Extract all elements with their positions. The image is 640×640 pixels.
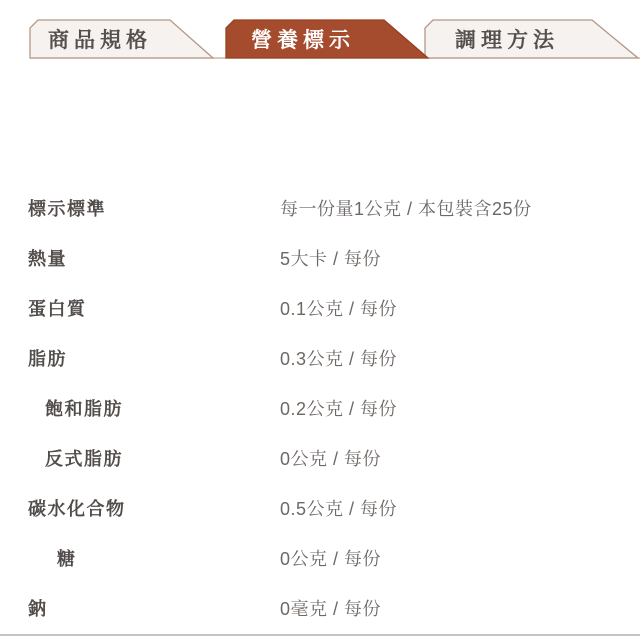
- nutrient-label: 糖: [57, 549, 77, 569]
- nutrition-table: [0, 183, 640, 633]
- nutrient-label: 碳水化合物: [28, 499, 126, 519]
- tab-cooking-method[interactable]: [425, 20, 638, 58]
- tab-product-spec[interactable]: [30, 20, 213, 58]
- nutrient-value: 0公克 / 每份: [280, 449, 382, 469]
- bottom-divider: [0, 634, 640, 636]
- nutrient-label: 反式脂肪: [45, 449, 123, 469]
- nutrition-row: [0, 383, 640, 433]
- nutrition-row: [0, 183, 640, 233]
- nutrient-label: 熱量: [28, 249, 67, 269]
- nutrient-value: 0毫克 / 每份: [280, 599, 382, 619]
- nutrient-label: 標示標準: [28, 199, 106, 219]
- nutrition-row: [0, 583, 640, 633]
- nutrient-value: 0.2公克 / 每份: [280, 399, 398, 419]
- tab-nutrition-label-label: 營養標示: [251, 29, 355, 52]
- nutrient-label: 飽和脂肪: [45, 399, 123, 419]
- nutrition-row: [0, 433, 640, 483]
- nutrition-row: [0, 283, 640, 333]
- nutrition-row: [0, 333, 640, 383]
- nutrient-value: 5大卡 / 每份: [280, 249, 382, 269]
- nutrition-row: [0, 233, 640, 283]
- tab-strip: [0, 16, 640, 62]
- nutrient-value: 0.3公克 / 每份: [280, 349, 398, 369]
- nutrient-value: 0.5公克 / 每份: [280, 499, 398, 519]
- nutrient-label: 脂肪: [28, 349, 67, 369]
- nutrient-label: 蛋白質: [28, 299, 87, 319]
- nutrient-value: 0.1公克 / 每份: [280, 299, 398, 319]
- tab-nutrition-label[interactable]: [226, 20, 428, 58]
- tab-cooking-method-label: 調理方法: [455, 29, 559, 52]
- tab-product-spec-label: 商品規格: [48, 29, 152, 52]
- nutrient-label: 鈉: [28, 599, 48, 619]
- nutrient-value: 0公克 / 每份: [280, 549, 382, 569]
- nutrition-row: [0, 533, 640, 583]
- nutrition-row: [0, 483, 640, 533]
- nutrient-value: 每一份量1公克 / 本包裝含25份: [280, 199, 532, 219]
